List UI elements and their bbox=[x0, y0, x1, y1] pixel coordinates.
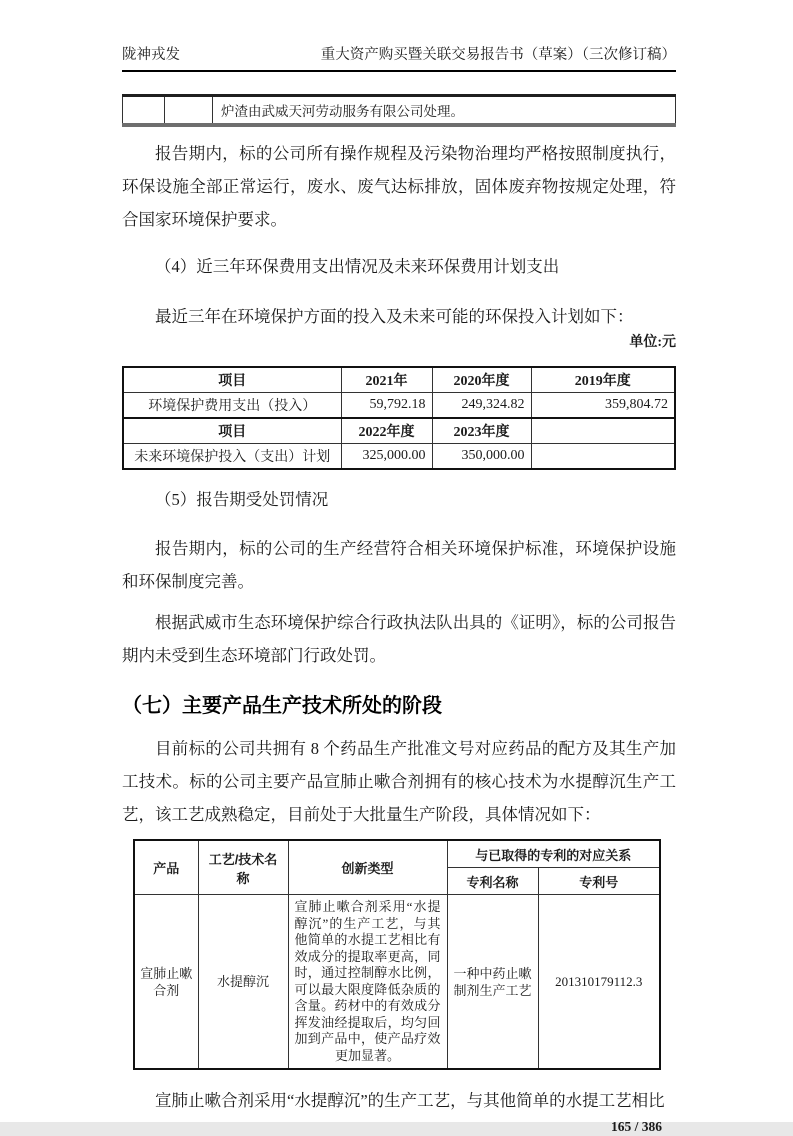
unit-label: 单位:元 bbox=[629, 334, 676, 350]
table-row bbox=[123, 443, 675, 469]
column-header-innovation-type: 创新类型 bbox=[288, 840, 447, 895]
row-label: 环境保护费用支出（投入） bbox=[123, 392, 341, 418]
value-2019: 359,804.72 bbox=[531, 392, 675, 418]
empty-cell bbox=[123, 96, 165, 126]
page-number: 165 / 386 bbox=[610, 1119, 662, 1134]
column-header-patent-relation: 与已取得的专利的对应关系 bbox=[447, 840, 660, 868]
cell-patent-number: 201310179112.3 bbox=[538, 895, 660, 1070]
cell-patent-name: 一种中药止嗽制剂生产工艺 bbox=[447, 895, 538, 1070]
cell-innovation-description: 宣肺止嗽合剂采用“水提醇沉”的生产工艺，与其他简单的水提工艺相比有效成分的提取率更高，同时，通过控制醇水比例，可以最大限度降低杂质的含量。药材中的有效成分挥发油经提取后，均匀回加到产品中，使产品疗效更加显著。 bbox=[288, 895, 447, 1070]
header-report-title: 重大资产购买暨关联交易报告书（草案）（三次修订稿） bbox=[320, 47, 676, 63]
value-2023-plan: 350,000.00 bbox=[432, 443, 531, 469]
cell-product: 宣肺止嗽合剂 bbox=[134, 895, 198, 1070]
paragraph-tech-overview: 目前标的公司共拥有 8 个药品生产批准文号对应药品的配方及其生产加工技术。标的公司主要产品宣肺止嗽合剂拥有的核心技术为水提醇沉生产工艺，该工艺成熟稳定，目前处于大批量生产阶段，具体情况如下： bbox=[122, 739, 676, 824]
table-header-row bbox=[134, 840, 660, 868]
continued-table bbox=[122, 94, 676, 127]
subheading-penalties: （5）报告期受处罚情况 bbox=[155, 489, 329, 509]
tech-patent-table bbox=[133, 839, 661, 1070]
column-header-patent-name: 专利名称 bbox=[447, 868, 538, 895]
column-header-product: 产品 bbox=[134, 840, 198, 895]
env-cost-table bbox=[122, 366, 676, 470]
table-row bbox=[134, 895, 660, 1070]
paragraph-env-compliance: 报告期内，标的公司所有操作规程及污染物治理均严格按照制度执行，环保设施全部正常运行，废水、废气达标排放，固体废弃物按规定处理，符合国家环境保护要求。 bbox=[122, 144, 676, 229]
section-heading-production-technology: （七）主要产品生产技术所处的阶段 bbox=[122, 695, 442, 717]
paragraph-penalty-compliance: 报告期内，标的公司的生产经营符合相关环境保护标准，环境保护设施和环保制度完善。 bbox=[122, 539, 676, 591]
column-header: 项目 bbox=[123, 418, 341, 444]
table-header-row bbox=[123, 367, 675, 393]
empty-cell bbox=[531, 443, 675, 469]
subheading-env-expenses: （4）近三年环保费用支出情况及未来环保费用计划支出 bbox=[155, 257, 560, 276]
column-header: 2020年度 bbox=[432, 367, 531, 393]
header-company-name: 陇神戎发 bbox=[122, 47, 180, 63]
column-header: 2022年度 bbox=[341, 418, 432, 444]
column-header: 项目 bbox=[123, 367, 341, 393]
slag-disposal-note: 炉渣由武威天河劳动服务有限公司处理。 bbox=[213, 96, 676, 126]
page-header bbox=[122, 46, 676, 72]
column-header: 2023年度 bbox=[432, 418, 531, 444]
cell-tech-name: 水提醇沉 bbox=[198, 895, 288, 1070]
empty-cell bbox=[165, 96, 213, 126]
value-2022-plan: 325,000.00 bbox=[341, 443, 432, 469]
value-2021: 59,792.18 bbox=[341, 392, 432, 418]
row-label: 未来环境保护投入（支出）计划 bbox=[123, 443, 341, 469]
paragraph-penalty-certificate: 根据武威市生态环境保护综合行政执法队出具的《证明》，标的公司报告期内未受到生态环境部门行政处罚。 bbox=[122, 613, 676, 665]
paragraph-tech-detail: 宣肺止嗽合剂采用“水提醇沉”的生产工艺，与其他简单的水提工艺相比 bbox=[155, 1091, 665, 1110]
table-row bbox=[123, 392, 675, 418]
column-header: 2019年度 bbox=[531, 367, 675, 393]
column-header-tech-name: 工艺/技术名称 bbox=[198, 840, 288, 895]
value-2020: 249,324.82 bbox=[432, 392, 531, 418]
column-header: 2021年 bbox=[341, 367, 432, 393]
table-row bbox=[123, 96, 676, 126]
paragraph-env-investment-intro: 最近三年在环境保护方面的投入及未来可能的环保投入计划如下： bbox=[155, 306, 634, 326]
column-header-patent-number: 专利号 bbox=[538, 868, 660, 895]
table-header-row bbox=[123, 418, 675, 444]
empty-cell bbox=[531, 418, 675, 444]
